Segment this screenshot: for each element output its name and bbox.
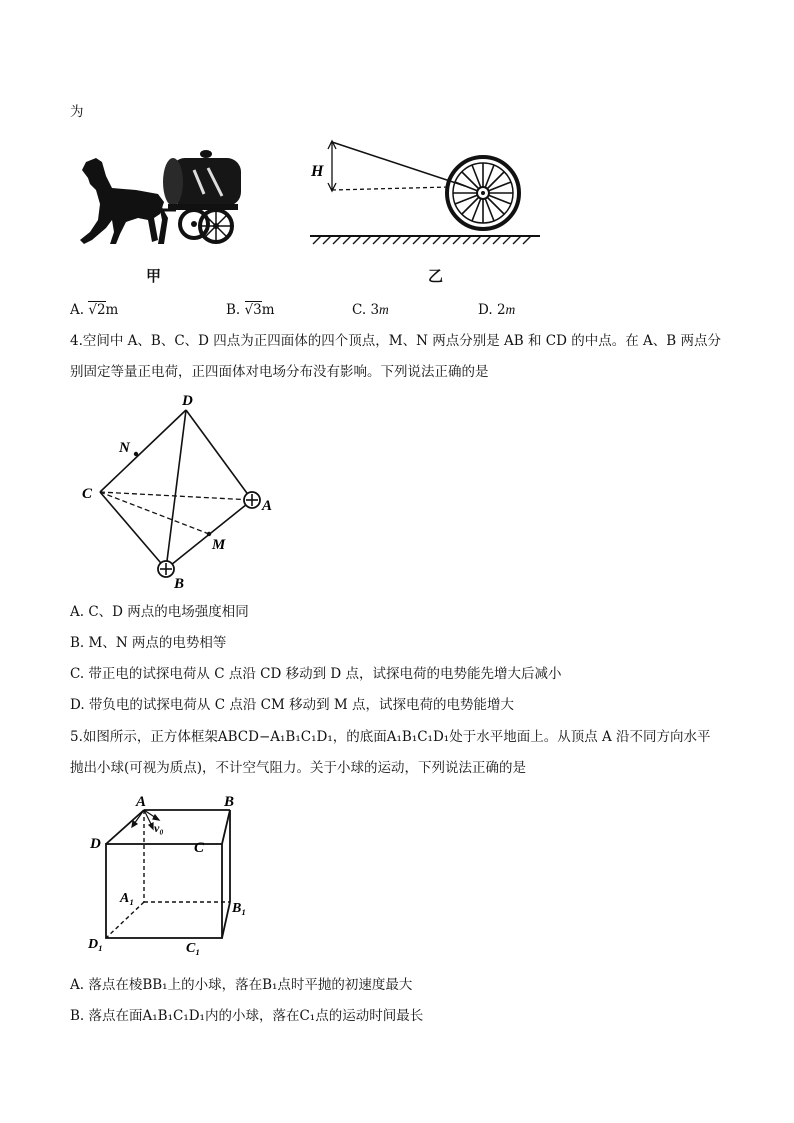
label-N: N bbox=[119, 440, 130, 456]
q4-option-b: B. M、N 两点的电势相等 bbox=[70, 635, 227, 651]
figure-left-caption: 甲 bbox=[146, 267, 162, 285]
cube-label-B1: B₁ bbox=[232, 901, 247, 916]
q5-stem-line1: 5.如图所示，正方体框架ABCD−A₁B₁C₁D₁，的底面A₁B₁C₁D₁处于水平地面上。从顶点 A 沿不同方向水平 bbox=[70, 729, 711, 745]
figure-right-caption: 乙 bbox=[428, 267, 444, 285]
cube-label-v0: v₀ bbox=[154, 821, 164, 835]
q4-stem-line1: 4.空间中 A、B、C、D 四点为正四面体的四个顶点，M、N 两点分别是 AB 和 CD 的中点。在 A、B 两点分 bbox=[70, 333, 721, 349]
cube-figure bbox=[82, 790, 262, 960]
label-A: A bbox=[262, 498, 273, 514]
cube-label-A1: A₁ bbox=[120, 891, 135, 906]
q4-option-d: D. 带负电的试探电荷从 C 点沿 CM 移动到 M 点，试探电荷的电势能增大 bbox=[70, 697, 514, 713]
q5-option-a: A. 落点在棱BB₁上的小球，落在B₁点时平抛的初速度最大 bbox=[70, 977, 413, 993]
cube-label-C1: C₁ bbox=[186, 941, 201, 956]
q5-stem-line2: 抛出小球(可视为质点)，不计空气阻力。关于小球的运动，下列说法正确的是 bbox=[70, 760, 527, 776]
q4-option-a: A. C、D 两点的电场强度相同 bbox=[70, 604, 249, 620]
q3-option-d: D. 2m bbox=[478, 302, 516, 318]
q4-option-c: C. 带正电的试探电荷从 C 点沿 CD 移动到 D 点，试探电荷的电势能先增大后减小 bbox=[70, 666, 562, 682]
label-B: B bbox=[174, 576, 185, 592]
cube-label-D1: D₁ bbox=[88, 937, 103, 952]
intro-tail-text: 为 bbox=[70, 104, 84, 120]
q5-option-b: B. 落点在面A₁B₁C₁D₁内的小球，落在C₁点的运动时间最长 bbox=[70, 1008, 424, 1024]
label-M: M bbox=[212, 537, 226, 553]
wheel-rope-figure bbox=[305, 136, 545, 246]
q3-option-c: C. 3m bbox=[352, 302, 389, 318]
cube-label-A: A bbox=[136, 794, 147, 810]
cube-label-D: D bbox=[90, 836, 101, 852]
cube-label-B: B bbox=[224, 794, 235, 810]
label-C: C bbox=[82, 486, 93, 502]
label-D: D bbox=[182, 393, 193, 409]
q4-stem-line2: 别固定等量正电荷，正四面体对电场分布没有影响。下列说法正确的是 bbox=[70, 364, 489, 380]
label-H: H bbox=[311, 163, 324, 180]
q3-option-a: A. √2m bbox=[70, 302, 119, 318]
tetrahedron-figure bbox=[76, 388, 286, 593]
q3-option-b: B. √3m bbox=[226, 302, 275, 318]
horse-cart-figure bbox=[76, 148, 246, 256]
cube-label-C: C bbox=[194, 840, 205, 856]
